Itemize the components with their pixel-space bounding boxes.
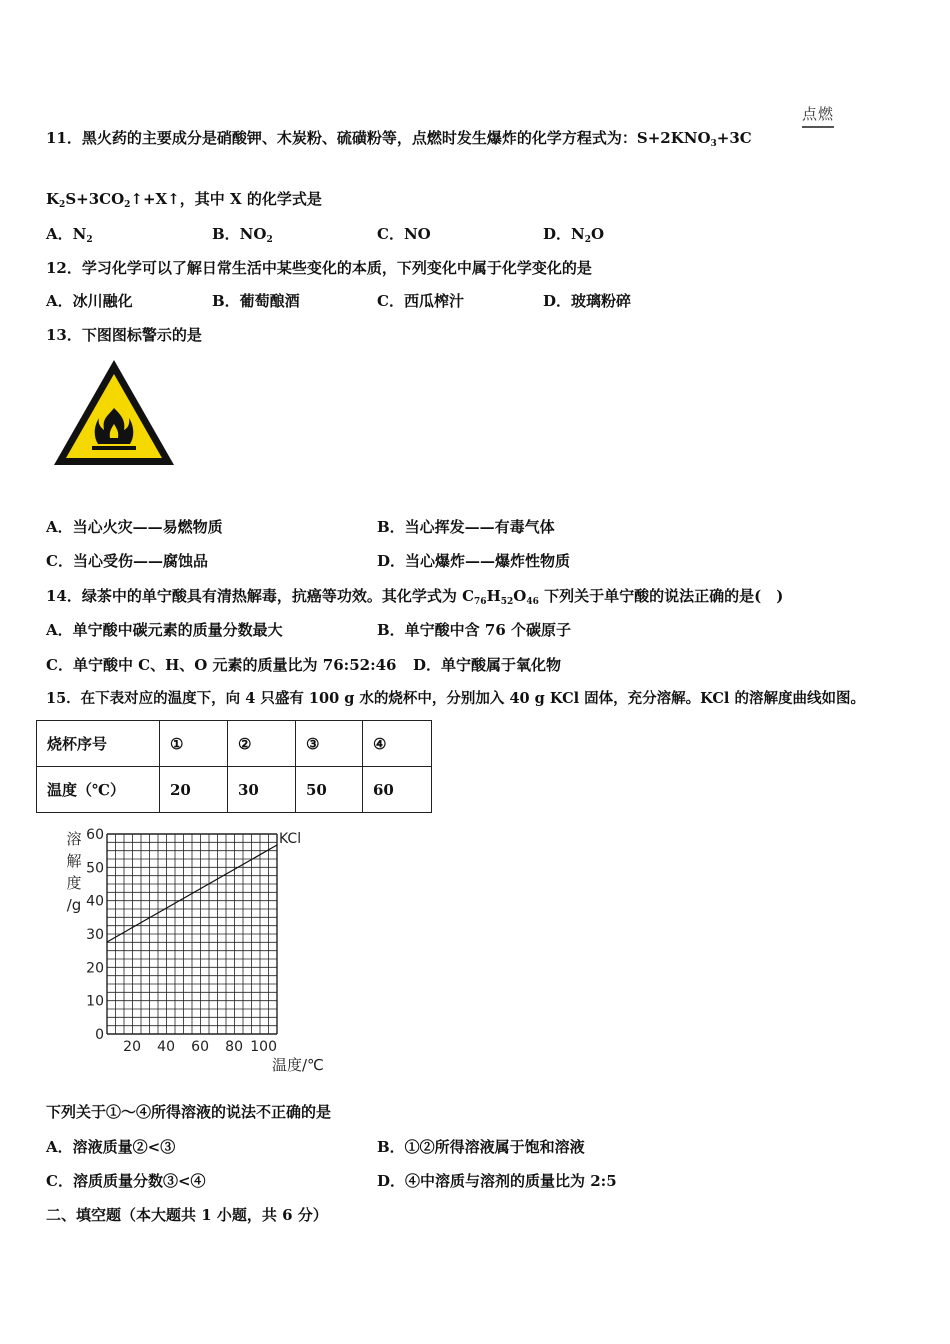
q11-option-d[interactable]: D．$N_2O$	[543, 225, 605, 245]
table-cell: 烧杯序号	[37, 721, 160, 767]
x-tick-label: 60	[191, 1039, 209, 1055]
table-cell: ③	[296, 721, 363, 767]
y-tick-label: 10	[86, 993, 104, 1010]
q15-stem: 15．在下表对应的温度下，向 4 只盛有 100 g 水的烧杯中，分别加入 40 g KCl 固体，充分溶解。KCl 的溶解度曲线如图。	[46, 690, 865, 707]
q12-stem: 12．学习化学可以了解日常生活中某些变化的本质，下列变化中属于化学变化的是	[46, 259, 592, 277]
y-tick-label: 40	[86, 893, 104, 910]
q14-option-a[interactable]: A．单宁酸中碳元素的质量分数最大	[46, 621, 283, 639]
flammable-warning-icon	[52, 358, 176, 468]
q14-option-c[interactable]: C．单宁酸中 C、H、O 元素的质量比为 76:52:46	[46, 656, 397, 674]
table-cell: 60	[363, 767, 432, 813]
x-tick-label: 40	[157, 1039, 175, 1055]
x-tick-label: 20	[123, 1039, 141, 1055]
q12-option-b[interactable]: B．葡萄酿酒	[212, 292, 300, 310]
q11-option-a[interactable]: A．$N_2$	[46, 225, 93, 245]
y-tick-label: 60	[86, 827, 104, 843]
table-row	[37, 721, 432, 767]
y-tick-label: 50	[86, 860, 104, 877]
y-axis-label: 溶	[66, 830, 82, 848]
q11-stem-line1: 11．黑火药的主要成分是硝酸钾、木炭粉、硫磺粉等，点燃时发生爆炸的化学方程式为：$S+2KNO_3+3C$	[46, 129, 752, 149]
q15-option-c[interactable]: C．溶质质量分数③<④	[46, 1172, 206, 1190]
x-tick-label: 100	[250, 1039, 277, 1055]
q14-stem: 14．绿茶中的单宁酸具有清热解毒，抗癌等功效。其化学式为 $C_{76}H_{52}O_{46}$ 下列关于单宁酸的说法正确的是( )	[46, 587, 784, 607]
y-tick-label: 0	[95, 1027, 104, 1043]
q15-question: 下列关于①～④所得溶液的说法不正确的是	[46, 1103, 332, 1121]
q15-option-a[interactable]: A．溶液质量②<③	[46, 1138, 176, 1156]
q13-option-b[interactable]: B．当心挥发——有毒气体	[377, 518, 555, 536]
reaction-condition: 点燃	[802, 103, 834, 128]
section-2-heading: 二、填空题（本大题共 1 小题，共 6 分）	[46, 1206, 328, 1224]
q11-option-c[interactable]: C．NO	[377, 225, 431, 243]
table-cell: 50	[296, 767, 363, 813]
y-axis-label: 解	[66, 852, 82, 870]
q13-option-d[interactable]: D．当心爆炸——爆炸性物质	[377, 552, 571, 570]
q11-option-b[interactable]: B．$NO_2$	[212, 225, 273, 245]
q14-option-b[interactable]: B．单宁酸中含 76 个碳原子	[377, 621, 571, 639]
x-axis-label: 温度/℃	[272, 1056, 324, 1074]
q13-option-c[interactable]: C．当心受伤——腐蚀品	[46, 552, 208, 570]
q14-option-d[interactable]: D．单宁酸属于氧化物	[413, 656, 562, 674]
y-tick-label: 20	[86, 960, 104, 977]
q12-option-d[interactable]: D．玻璃粉碎	[543, 292, 632, 310]
q11-stem-line2: $K_2S+3CO_2↑+X↑$，其中 X 的化学式是	[46, 190, 322, 210]
y-axis-label: 度	[66, 874, 82, 892]
q13-stem: 13．下图图标警示的是	[46, 326, 202, 344]
q15-option-d[interactable]: D．④中溶质与溶剂的质量比为 2:5	[377, 1172, 617, 1190]
q12-option-a[interactable]: A．冰川融化	[46, 292, 133, 310]
table-cell: 温度（℃）	[37, 767, 160, 813]
series-label-kcl: KCl	[279, 831, 302, 847]
table-cell: ④	[363, 721, 432, 767]
q15-option-b[interactable]: B．①②所得溶液属于饱和溶液	[377, 1138, 585, 1156]
q12-option-c[interactable]: C．西瓜榨汁	[377, 292, 464, 310]
table-cell: ①	[160, 721, 228, 767]
table-cell: 30	[228, 767, 296, 813]
y-tick-label: 30	[86, 927, 104, 943]
x-tick-label: 80	[225, 1039, 243, 1055]
table-cell: ②	[228, 721, 296, 767]
table-cell: 20	[160, 767, 228, 813]
table-row	[37, 767, 432, 813]
beaker-temperature-table	[36, 720, 432, 813]
y-axis-label: /g	[66, 896, 82, 914]
q13-option-a[interactable]: A．当心火灾——易燃物质	[46, 518, 223, 536]
kcl-solubility-chart	[62, 826, 362, 1076]
